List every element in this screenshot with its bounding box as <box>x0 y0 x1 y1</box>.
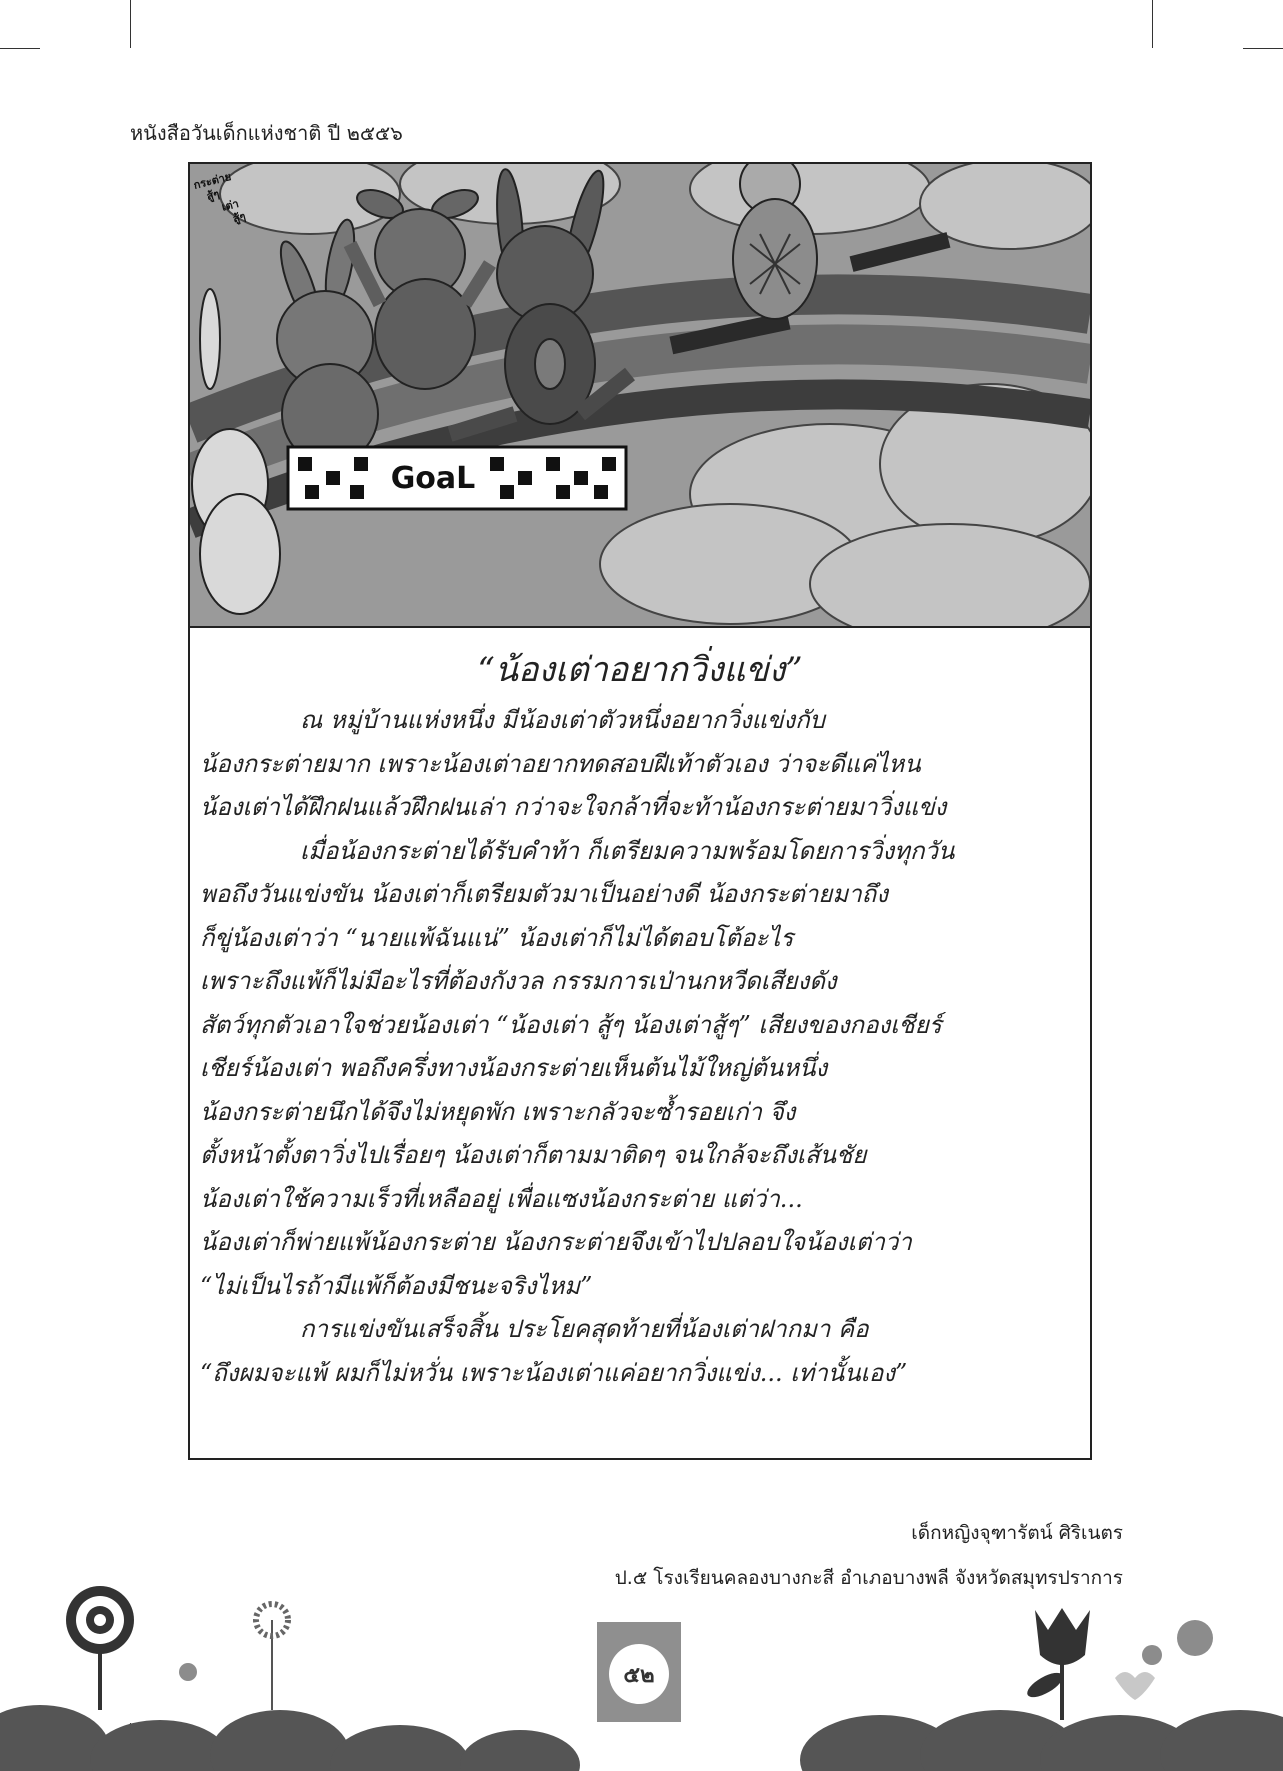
story-line: เชียร์น้องเต่า พอถึงครึ่งทางน้องกระต่ายเห็นต้นไม้ใหญ่ต้นหนึ่ง <box>200 1054 828 1082</box>
tulip-icon <box>1024 1608 1090 1720</box>
running-header: หนังสือวันเด็กแห่งชาติ ปี ๒๕๕๖ <box>130 121 403 145</box>
story-line: น้องเต่าได้ฝึกฝนแล้วฝึกฝนเล่า กว่าจะใจกล้าที่จะท้าน้องกระต่ายมาวิ่งแข่ง <box>200 793 947 821</box>
story-body <box>200 699 1080 1395</box>
story-line: “ไม่เป็นไรถ้ามีแพ้ก็ต้องมีชนะจริงไหม” <box>200 1271 593 1300</box>
story-line: เพราะถึงแพ้ก็ไม่มีอะไรที่ต้องกังวล กรรมการเป่านกหวีดเสียงดัง <box>200 967 837 995</box>
story-line: น้องกระต่ายนึกได้จึงไม่หยุดพัก เพราะกลัวจะซ้ำรอยเก่า จึง <box>200 1097 796 1126</box>
crop-mark-top-right-h <box>1243 48 1283 49</box>
sunflower-icon <box>66 1586 134 1710</box>
crop-mark-top-right-v <box>1152 0 1153 48</box>
crop-mark-top-left-v <box>130 0 131 48</box>
page-number: ๕๒ <box>609 1644 669 1704</box>
crop-mark-top-left-h <box>0 48 40 49</box>
author-name: เด็กหญิงจุฑารัตน์ ศิริเนตร <box>911 1522 1123 1544</box>
dot-icon <box>1177 1620 1213 1656</box>
corner-text-line: กระต่าย <box>192 170 233 192</box>
story-line: น้องเต่าก็พ่ายแพ้น้องกระต่าย น้องกระต่ายจึงเข้าไปปลอบใจน้องเต่าว่า <box>200 1228 912 1256</box>
dot-icon <box>179 1663 197 1681</box>
story-title: “น้องเต่าอยากวิ่งแข่ง” <box>477 650 803 690</box>
story-line: สัตว์ทุกตัวเอาใจช่วยน้องเต่า “น้องเต่า สู้ๆ น้องเต่าสู้ๆ” เสียงของกองเชียร์ <box>200 1010 942 1039</box>
daisy-icon <box>256 1604 288 1710</box>
story-line: พอถึงวันแข่งขัน น้องเต่าก็เตรียมตัวมาเป็นอย่างดี น้องกระต่ายมาถึง <box>200 880 888 908</box>
corner-text-line: สู้ๆ <box>205 187 221 204</box>
story-frame <box>188 162 1092 1460</box>
author-school: ป.๕ โรงเรียนคลองบางกะสี อำเภอบางพลี จังหวัดสมุทรปราการ <box>614 1567 1123 1589</box>
story-line: เมื่อน้องกระต่ายได้รับคำท้า ก็เตรียมความพร้อมโดยการวิ่งทุกวัน <box>300 836 955 865</box>
story-line: “ถึงผมจะแพ้ ผมก็ไม่หวั่น เพราะน้องเต่าแค่อยากวิ่งแข่ง... เท่านั้นเอง” <box>200 1358 908 1387</box>
story-line: ตั้งหน้าตั้งตาวิ่งไปเรื่อยๆ น้องเต่าก็ตามมาติดๆ จนใกล้จะถึงเส้นชัย <box>200 1141 867 1169</box>
story-line: น้องกระต่ายมาก เพราะน้องเต่าอยากทดสอบฝีเท้าตัวเอง ว่าจะดีแค่ไหน <box>200 749 921 778</box>
goal-banner-text: GoaL <box>390 461 476 496</box>
story-line: ก็ขู่น้องเต่าว่า “นายแพ้ฉันแน่” น้องเต่าก็ไม่ได้ตอบโต้อะไร <box>200 923 794 952</box>
illustration <box>190 164 1090 628</box>
heart-icon <box>1115 1672 1155 1700</box>
story-line: น้องเต่าใช้ความเร็วที่เหลืออยู่ เพื่อแซงน้องกระต่าย แต่ว่า... <box>200 1184 803 1213</box>
illustration-drawing <box>190 164 1090 626</box>
story-line: การแข่งขันเสร็จสิ้น ประโยคสุดท้ายที่น้องเต่าฝากมา คือ <box>300 1315 869 1343</box>
corner-text-line: สู้ๆ <box>231 209 247 226</box>
page-number-box <box>597 1622 681 1722</box>
story-line: ณ หมู่บ้านแห่งหนึ่ง มีน้องเต่าตัวหนึ่งอยากวิ่งแข่งกับ <box>300 706 825 734</box>
dot-icon <box>1142 1645 1162 1665</box>
corner-text-line: เต่า <box>220 197 241 214</box>
